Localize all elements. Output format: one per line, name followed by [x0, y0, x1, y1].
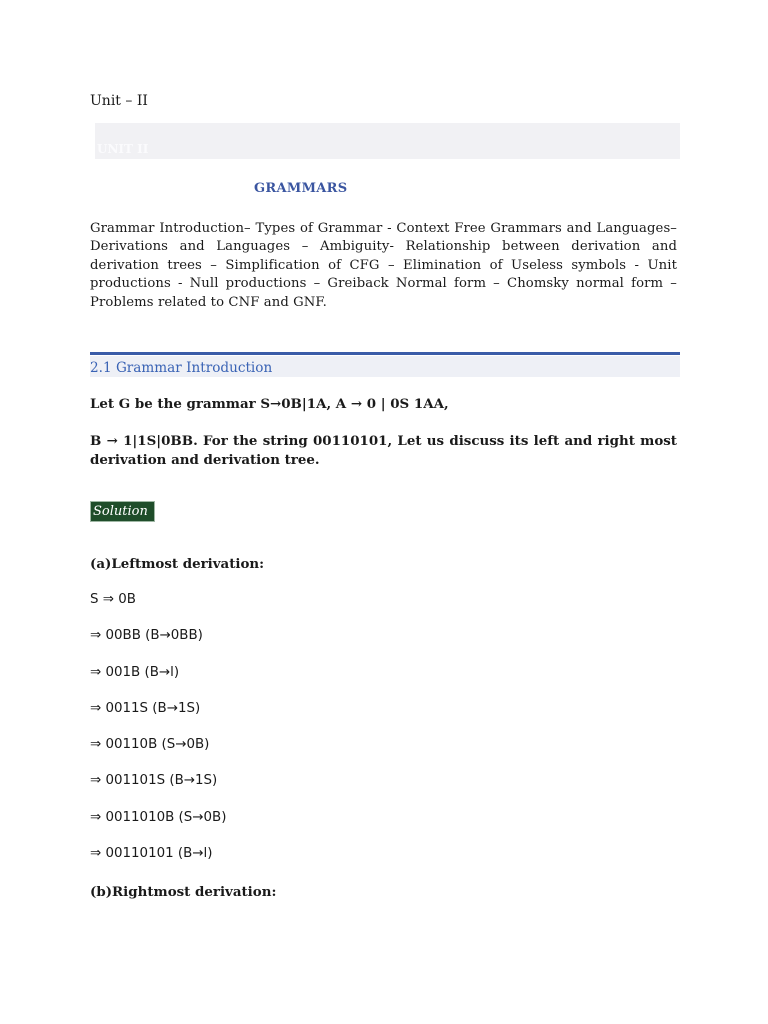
derivation-step: ⇒ 00BB (B→0BB)	[90, 628, 203, 643]
question-line-1: Let G be the grammar S→0B|1A, A → 0 | 0S 1AA,	[90, 396, 449, 412]
unit-label: Unit – II	[90, 93, 148, 109]
question-line-2: B → 1|1S|0BB. For the string 00110101, Let us discuss its left and right most derivation and derivation tree.	[90, 433, 677, 468]
section-divider	[90, 352, 680, 355]
derivation-step: S ⇒ 0B	[90, 592, 136, 607]
derivation-step: ⇒ 001101S (B→1S)	[90, 773, 218, 788]
unit-banner	[95, 123, 680, 159]
leftmost-heading: (a)Leftmost derivation:	[90, 556, 265, 572]
derivation-step: ⇒ 0011S (B→1S)	[90, 701, 201, 716]
solution-label: Solution	[93, 504, 148, 519]
derivation-step: ⇒ 00110B (S→0B)	[90, 737, 210, 752]
rightmost-heading: (b)Rightmost derivation:	[90, 884, 277, 900]
derivation-step: ⇒ 0011010B (S→0B)	[90, 810, 227, 825]
section-title: 2.1 Grammar Introduction	[90, 360, 273, 376]
chapter-title: GRAMMARS	[254, 181, 348, 196]
derivation-step: ⇒ 00110101 (B→l)	[90, 846, 213, 861]
unit-banner-text: UNIT II	[97, 142, 149, 156]
solution-label-box	[90, 501, 155, 522]
intro-paragraph: Grammar Introduction– Types of Grammar - Context Free Grammars and Languages– Derivations and Languages – Ambiguity- Relationship between derivation and derivation trees – Simplification of CFG – Elimination of Useless symbols - Unit productions - Null productions – Greiback Normal form – Chomsky normal form – Problems related to CNF and GNF.	[90, 221, 677, 310]
derivation-step: ⇒ 001B (B→l)	[90, 665, 180, 680]
